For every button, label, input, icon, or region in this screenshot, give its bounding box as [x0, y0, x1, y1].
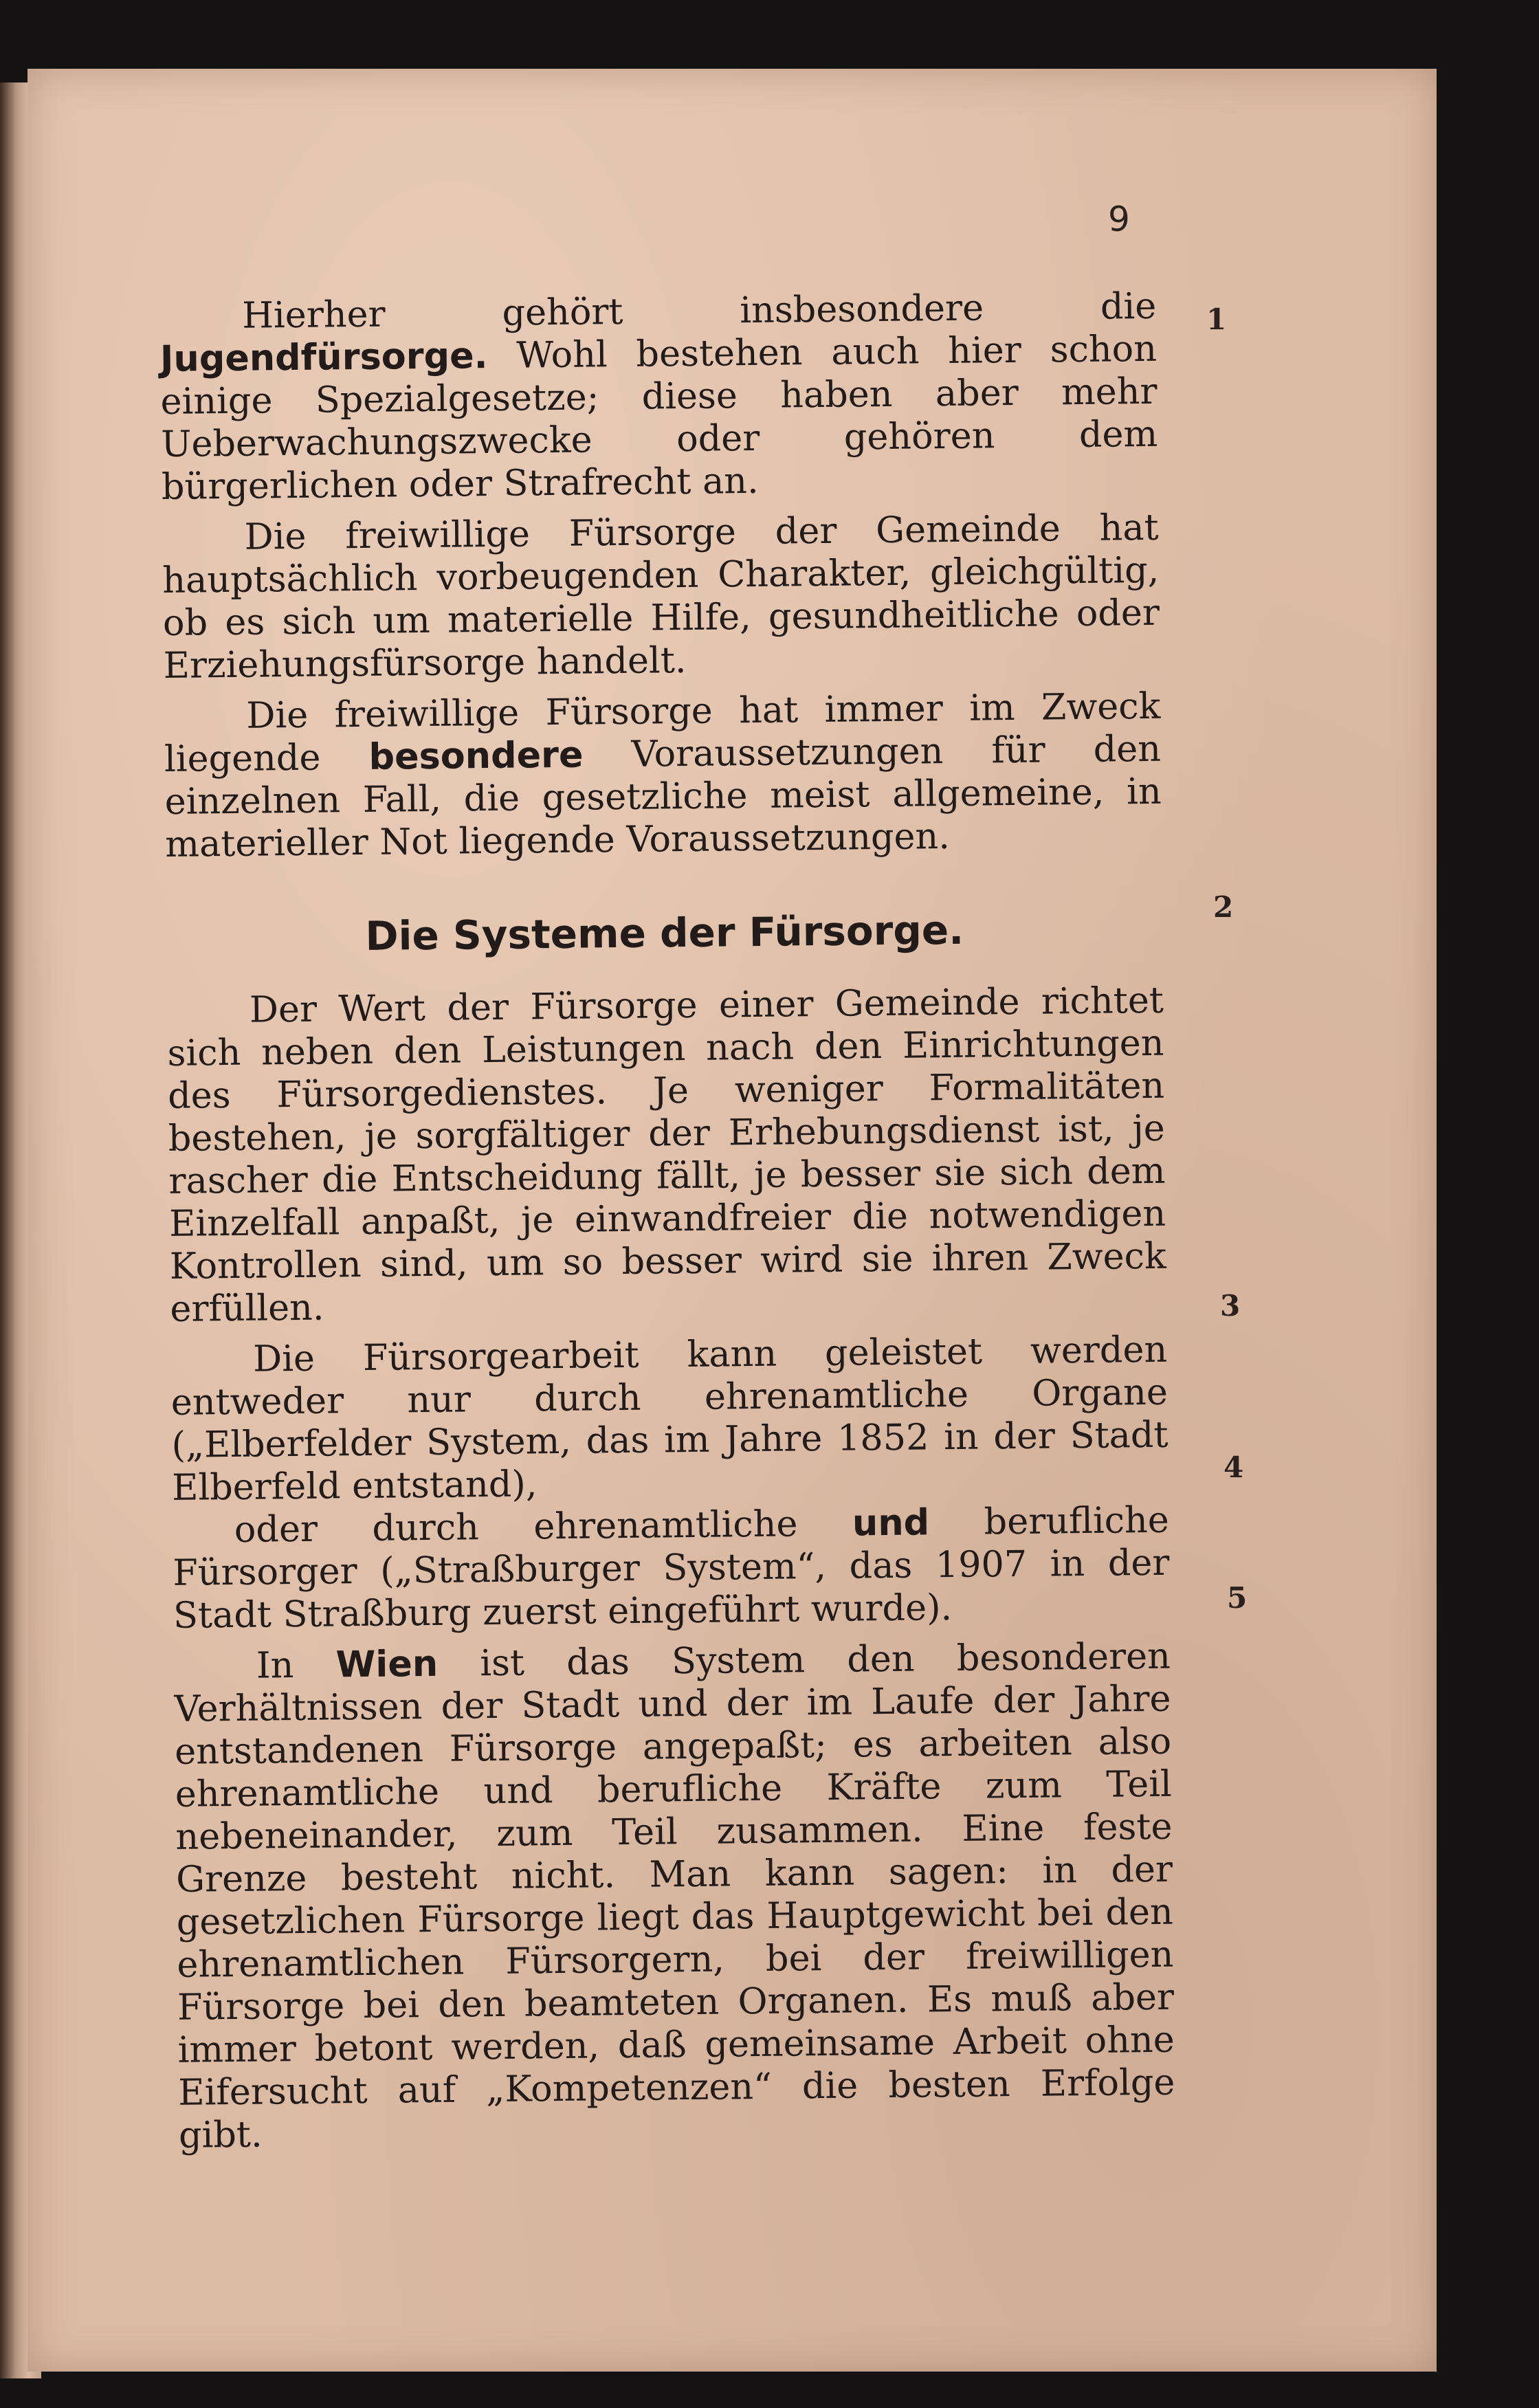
section-heading: Die Systeme der Fürsorge. — [364, 906, 964, 960]
paragraph-7-text-a: In — [256, 1644, 336, 1687]
margin-number-2: 2 — [1213, 890, 1234, 924]
paragraph-7 — [174, 1635, 1176, 2157]
paragraph-6 — [172, 1499, 1170, 1637]
paragraph-2: Die freiwillige Fürsorge der Gemeinde hat hauptsächlich vorbeugenden Charakter, gleichgültig, ob es sich um materielle Hilfe, gesundheitliche oder Erziehungsfürsorge handelt. — [162, 506, 1160, 687]
paragraph-6-text-a: oder durch ehrenamtliche — [234, 1502, 853, 1551]
paragraph-1-text-a: Hierher gehört insbesondere die — [241, 285, 1157, 337]
paragraph-4: Der Wert der Fürsorge einer Gemeinde richtet sich neben den Leistungen nach den Einrichtungen des Fürsorgedienstes. Je weniger Formalitäten bestehen, je sorgfältiger der Erhebungsdienst ist, je rascher die Entscheidung fällt, je besser sie sich dem Einzelfall anpaßt, je einwandfreier die notwendigen Kontrollen sind, um so besser wird sie ihren Zweck erfüllen. — [167, 979, 1167, 1330]
page-number: 9 — [1108, 199, 1130, 239]
paragraph-7-text-c: ist das System den besonderen Verhältnissen der Stadt und der im Laufe der Jahre entstandenen Fürsorge angepaßt; es arbeiten also ehrenamtliche und berufliche Kräfte zum Teil nebeneinander, zum Teil zusammen. Eine feste Grenze besteht nicht. Man kann sagen: in der gesetzlichen Fürsorge liegt das Hauptgewicht bei den ehrenamtlichen Fürsorgern, bei der freiwilligen Fürsorge bei den beamteten Organen. Es muß aber immer betont werden, daß gemeinsame Arbeit ohne Eifersucht auf „Kompetenzen“ die besten Erfolge gibt. — [174, 1635, 1175, 2156]
paragraph-7-emphasis: Wien — [335, 1642, 439, 1686]
paragraph-1 — [159, 285, 1158, 509]
margin-number-3: 3 — [1220, 1289, 1241, 1323]
paragraph-6-emphasis: und — [852, 1501, 930, 1545]
margin-number-5: 5 — [1227, 1581, 1248, 1615]
paragraph-1-text-c: Wohl bestehen auch hier schon einige Spezialgesetze; diese haben aber mehr Ueberwachungszwecke oder gehören dem bürgerlichen oder Strafrecht an. — [160, 327, 1158, 508]
body-text — [159, 285, 1175, 2157]
paragraph-3-emphasis: besondere — [368, 733, 584, 778]
paragraph-5: Die Fürsorgearbeit kann geleistet werden entweder nur durch ehrenamtliche Organe („Elberfelder System, das im Jahre 1852 in der Stadt Elberfeld entstand), — [170, 1328, 1169, 1509]
paragraph-3 — [164, 685, 1162, 866]
paragraph-3-text-a: Die freiwillige Fürsorge hat immer im Zweck liegende — [164, 685, 1161, 780]
paragraph-3-text-c: Voraussetzungen für den einzelnen Fall, die gesetzliche meist allgemeine, in materieller Not liegende Voraussetzungen. — [164, 727, 1162, 865]
margin-number-4: 4 — [1224, 1450, 1244, 1484]
paragraph-6-text-c: berufliche Fürsorger („Straßburger System“, das 1907 in der Stadt Straßburg zuerst eingeführt wurde). — [173, 1499, 1170, 1637]
margin-number-1: 1 — [1206, 302, 1227, 336]
paragraph-1-emphasis: Jugendfürsorge. — [159, 335, 488, 380]
